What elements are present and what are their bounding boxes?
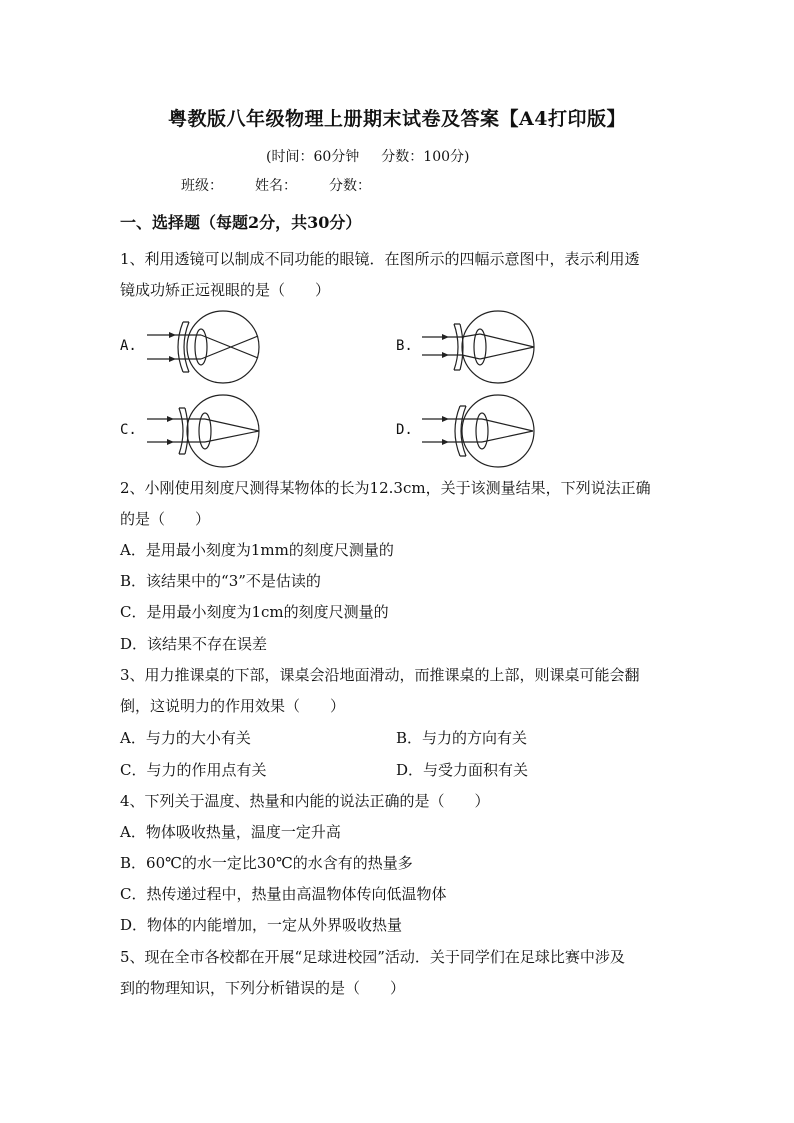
- q3-stem-line2: 倒，这说明力的作用效果（ ）: [120, 697, 346, 715]
- q4-option-a: A．物体吸收热量，温度一定升高: [120, 823, 341, 841]
- q1-option-d-label: D.: [396, 422, 413, 438]
- q3-option-c: C．与力的作用点有关: [120, 761, 267, 779]
- time-limit: (时间：60分钟: [266, 149, 360, 165]
- q1-option-c-label: C.: [120, 422, 137, 438]
- q1-stem-line1: 1、利用透镜可以制成不同功能的眼镜．在图所示的四幅示意图中，表示利用透: [120, 250, 640, 268]
- score-label: 分数：: [329, 178, 371, 194]
- q3-stem-line1: 3、用力推课桌的下部，课桌会沿地面滑动，而推课桌的上部，则课桌可能会翻: [120, 666, 640, 684]
- q1-option-b-label: B.: [396, 338, 413, 354]
- q5-stem-line1: 5、现在全市各校都在开展“足球进校园”活动．关于同学们在足球比赛中涉及: [120, 948, 625, 966]
- exam-meta: [266, 146, 491, 166]
- total-score: 分数：100分): [381, 149, 470, 165]
- q2-stem-line1: 2、小刚使用刻度尺测得某物体的长为12.3cm，关于该测量结果，下列说法正确: [120, 479, 651, 497]
- class-label: 班级：: [181, 178, 223, 194]
- q3-option-d: D．与受力面积有关: [396, 761, 529, 779]
- q3-option-b: B．与力的方向有关: [396, 729, 528, 747]
- q1-diagram-b: [420, 310, 545, 385]
- q4-option-b: B．60℃的水一定比30℃的水含有的热量多: [120, 854, 413, 872]
- q1-option-a-label: A.: [120, 338, 137, 354]
- student-info: [181, 175, 403, 195]
- section-heading: 一、选择题（每题2分，共30分）: [120, 213, 362, 232]
- q2-option-c: C．是用最小刻度为1cm的刻度尺测量的: [120, 603, 389, 621]
- page-title: 粤教版八年级物理上册期末试卷及答案【A4打印版】: [168, 108, 626, 130]
- q1-diagram-c: [145, 394, 270, 469]
- q2-option-b: B．该结果中的“3”不是估读的: [120, 572, 321, 590]
- q3-option-a: A．与力的大小有关: [120, 729, 251, 747]
- q2-stem-line2: 的是（ ）: [120, 510, 211, 528]
- q1-stem-line2: 镜成功矫正远视眼的是（ ）: [120, 281, 331, 299]
- q4-option-d: D．物体的内能增加，一定从外界吸收热量: [120, 916, 403, 934]
- q4-stem-line1: 4、下列关于温度、热量和内能的说法正确的是（ ）: [120, 792, 490, 810]
- q5-stem-line2: 到的物理知识，下列分析错误的是（ ）: [120, 979, 406, 997]
- q4-option-c: C．热传递过程中，热量由高温物体传向低温物体: [120, 885, 447, 903]
- q1-diagram-a: [145, 310, 270, 385]
- name-label: 姓名：: [255, 178, 297, 194]
- q1-diagram-d: [420, 394, 545, 469]
- q2-option-a: A．是用最小刻度为1mm的刻度尺测量的: [120, 541, 394, 559]
- q2-option-d: D．该结果不存在误差: [120, 635, 268, 653]
